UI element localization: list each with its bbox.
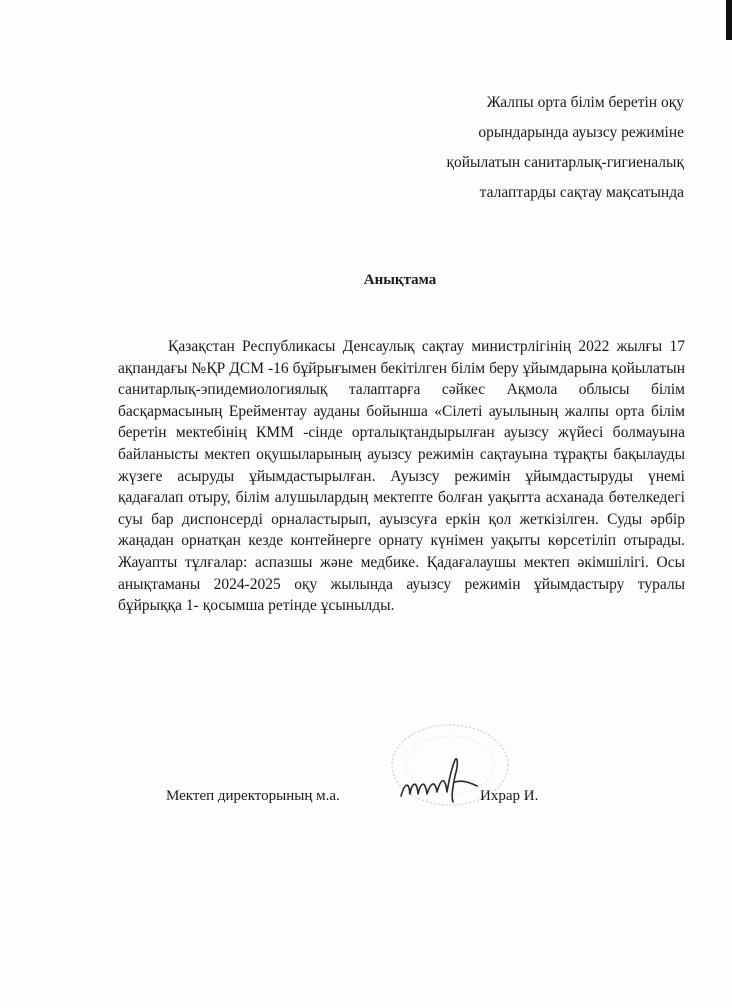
- header-line: талаптарды сақтау мақсатында: [479, 184, 684, 201]
- header-block: [384, 88, 684, 208]
- header-line: орындарында ауызсу режиміне: [478, 124, 684, 141]
- signatory-name: Ихрар И.: [480, 788, 539, 804]
- header-line: қойылатын санитарлық-гигиеналық: [446, 154, 684, 171]
- document-title: Анықтама: [363, 272, 437, 288]
- signatory-role: Мектеп директорының м.а.: [166, 788, 340, 804]
- header-line: Жалпы орта білім беретін оқу: [486, 94, 684, 111]
- body-paragraph: Қазақстан Республикасы Денсаулық сақтау министрлігінің 2022 жылғы 17 ақпандағы №ҚР ДСМ -16 бұйрығымен бекітілген білім беру ұйымдарына қойылатын санитарлық-эпидемиологиялық талаптарға сәйкес Ақмола облысы білім басқармасының Ерейментау ауданы бойынша «Сілеті ауылының жалпы орта білім беретін мектебінің КММ -сінде орталықтандырылған ауызсу жүйесі болмауына байланысты мектеп оқушыларының ауызсу режимін сақтауына тұрақты бақылауды жүзеге асыруды ұйымдастырылған. Ауызсу режимін ұйымдастыруды үнемі қадағалап отыру, білім алушылардың мектепте болған уақытта асханада бөтелкедегі суы бар диспонсерді орналастырып, ауызсуға еркін қол жеткізілген. Суды әрбір жаңадан орнатқан кезде контейнерге орнату күнімен уақыты көрсетіліп отырады. Жауапты тұлғалар: аспазшы және медбике. Қадағалаушы мектеп әкімшілігі. Осы анықтаманы 2024-2025 оқу жылында ауызсу режимін ұйымдастыру туралы бұйрыққа 1- қосымша ретінде ұсынылды.: [118, 338, 685, 615]
- handwritten-signature: [395, 752, 485, 812]
- scan-edge-mark: [726, 0, 732, 40]
